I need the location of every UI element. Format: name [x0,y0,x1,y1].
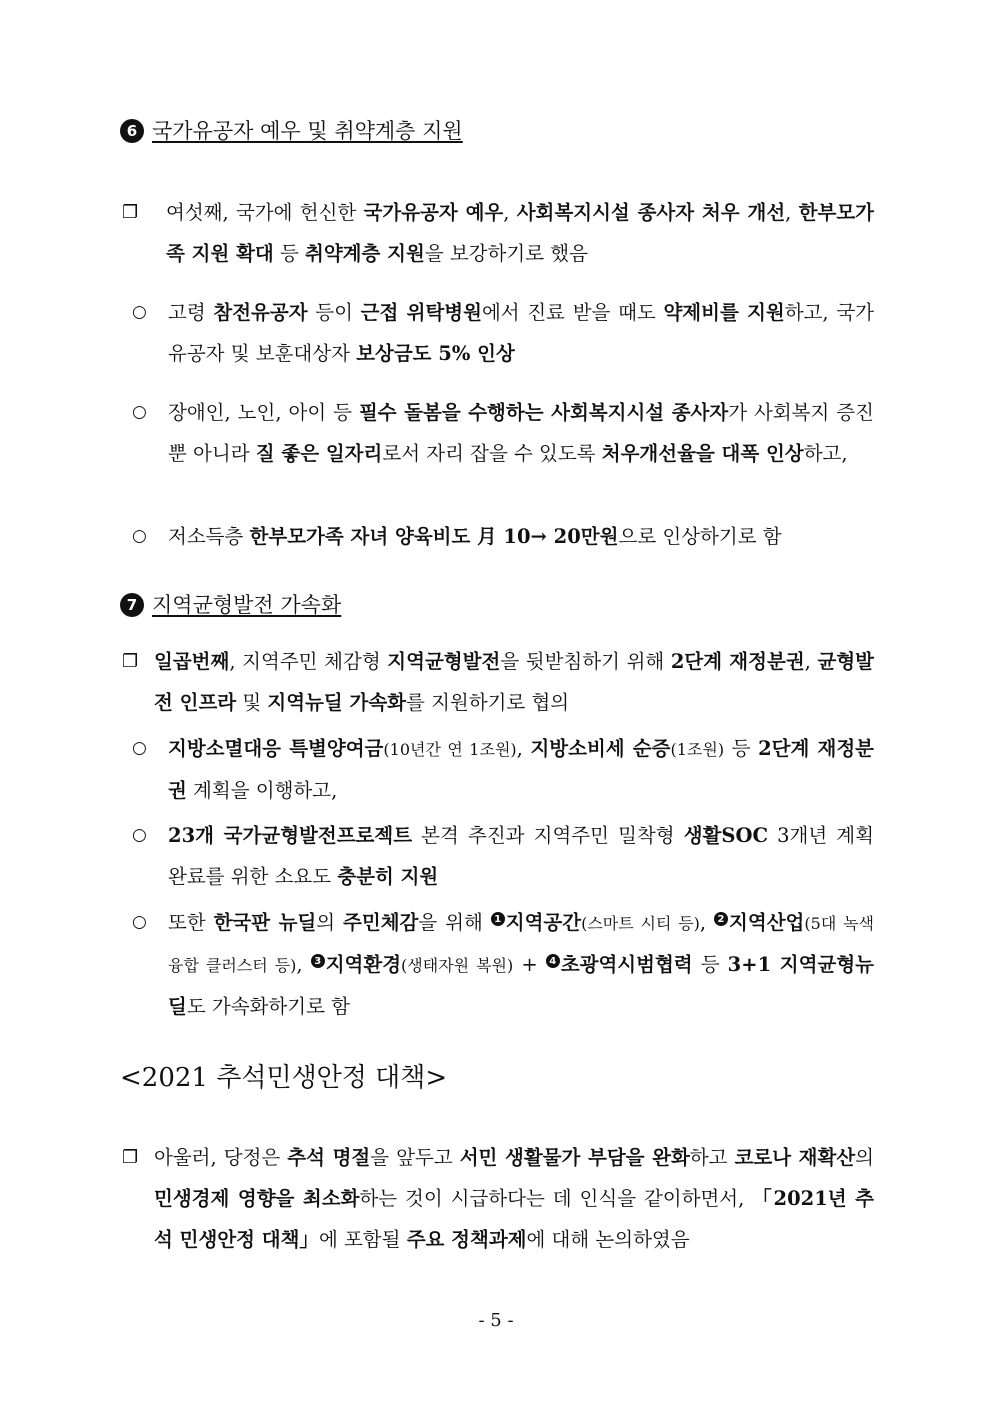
text: (5대 녹색융합 클러스터 등) [168,914,874,975]
text: + [513,953,546,976]
text: (생태자원 복원) [401,956,514,975]
section-title: 지역균형발전 가속화 [152,593,342,617]
bold-text: 3+1 지역균형뉴딜 [168,953,874,1018]
numbered-badge-icon: 3 [311,954,325,968]
box-bullet-icon: ❐ [122,1147,139,1168]
bold-text: 2단계 재정분권 [670,650,805,673]
circle-bullet-icon: ○ [132,526,147,546]
text: (10년간 연 1조원) [383,740,517,759]
bold-text: 필수 돌봄을 수행하는 사회복지시설 종사자 [358,401,729,424]
bold-text: 한부모가족 지원 확대 [166,201,874,265]
text: 등 [724,737,759,760]
section-title: 국가유공자 예우 및 취약계층 지원 [152,119,463,143]
text: 하고 [689,1146,735,1169]
text: 가 사회복지 증진뿐 아니라 [168,401,874,465]
section-number-badge: 7 [120,593,144,617]
text: 의 [855,1146,875,1169]
s7-item-3 [128,902,874,1027]
text: 장애인, 노인, 아이 등 [168,401,359,424]
bold-text: 초광역시범협력 [560,953,693,976]
s7-item-1 [128,728,874,811]
text: 여섯째, 국가에 헌신한 [166,201,364,224]
bold-text: 생활SOC [683,824,768,847]
bold-text: 지역환경 [325,953,402,976]
text: 아울러, 당정은 [154,1146,288,1169]
s6-item-1 [128,292,874,374]
bold-text: 주민체감 [343,911,419,934]
subtitle-heading: <2021 추석민생안정 대책> [120,1063,448,1093]
text: (1조원) [670,740,725,759]
bold-text: 일곱번째 [154,650,230,673]
bold-text: 보상금도 5% 인상 [356,342,515,365]
bold-text: 한국판 뉴딜 [213,911,317,934]
text: 등이 [307,301,361,324]
s6-item-2 [128,392,874,474]
section-7-heading [120,590,341,620]
text: 도 가속화하기로 함 [186,995,350,1018]
text: 로서 자리 잡을 수 있도록 [382,442,602,465]
s7-item-2 [128,815,874,897]
text: 3개년 계획 완료를 위한 소요도 [168,824,874,888]
bold-text: 2단계 재정분권 [168,737,875,802]
section-6-heading [120,116,463,146]
numbered-badge-icon: 4 [546,954,560,968]
text: 또한 [168,911,214,934]
text: 하고, [803,442,848,465]
text: 등 [273,242,305,265]
s7-item-0 [118,641,874,723]
text: 본격 추진과 지역주민 밀착형 [412,824,684,847]
bold-text: 주요 정책과제 [406,1228,527,1251]
text: , [296,953,311,976]
numbered-badge-icon: 1 [491,912,505,926]
bold-text: 서민 생활물가 부담을 완화 [459,1146,690,1169]
text: 등 [692,953,728,976]
text: 저소득층 [168,525,250,548]
text: , [699,911,715,934]
closing-paragraph [118,1137,874,1260]
text: , [785,201,799,224]
text: , [804,650,818,673]
text: 하는 것이 시급하다는 데 인식을 같이하면서, [359,1187,753,1210]
text: 을 앞두고 [370,1146,460,1169]
text: , [503,201,517,224]
section-number-badge: 6 [120,119,144,143]
bold-text: 지역공간 [505,911,582,934]
text: 에 대해 논의하였음 [526,1228,690,1251]
bold-text: 한부모가족 자녀 양육비도 月 10→ 20만원 [249,525,619,548]
numbered-badge-icon: 2 [714,912,728,926]
text: 을 위해 [418,911,491,934]
circle-bullet-icon: ○ [132,738,147,758]
bold-text: 지역산업 [729,911,805,934]
s6-item-0 [118,192,874,274]
text: (스마트 시티 등) [581,914,700,933]
box-bullet-icon: ❐ [122,202,139,223]
page-number: - 5 - [478,1310,514,1331]
bold-text: 참전유공자 [213,301,308,324]
circle-bullet-icon: ○ [132,912,147,932]
bold-text: 지역균형발전 [387,650,501,673]
text: 계획을 이행하고, [186,779,338,802]
text: , [516,737,531,760]
text: 를 지원하기로 협의 [406,691,570,714]
bold-text: 약제비를 지원 [663,301,785,324]
bold-text: 균형발전 인프라 [154,650,875,714]
bold-text: 「2021년 추석 민생안정 대책」 [154,1187,874,1251]
text: 에서 진료 받을 때도 [481,301,664,324]
box-bullet-icon: ❐ [122,651,139,672]
text: , 지역주민 체감형 [229,650,388,673]
circle-bullet-icon: ○ [132,302,147,322]
text: 을 뒷받침하기 위해 [500,650,671,673]
bold-text: 처우개선율을 대폭 인상 [601,442,804,465]
bold-text: 지방소멸대응 특별양여금 [168,737,384,760]
text: 고령 [168,301,214,324]
bold-text: 사회복지시설 종사자 처우 개선 [516,201,786,224]
bold-text: 23개 국가균형발전프로젝트 [168,824,413,847]
text: 을 보강하기로 했음 [424,242,588,265]
bold-text: 충분히 지원 [337,865,439,888]
bold-text: 국가유공자 예우 [363,201,504,224]
bold-text: 지방소비세 순증 [530,737,671,760]
circle-bullet-icon: ○ [132,825,147,845]
bold-text: 취약계층 지원 [305,242,425,265]
text: 으로 인상하기로 함 [618,525,782,548]
text: 에 포함될 [318,1228,407,1251]
text: 하고, 국가유공자 및 보훈대상자 [168,301,874,365]
text: 및 [236,691,268,714]
s6-item-3 [128,516,874,557]
bold-text: 지역뉴딜 가속화 [267,691,407,714]
bold-text: 민생경제 영향을 최소화 [154,1187,360,1210]
bold-text: 추석 명절 [287,1146,371,1169]
text: 의 [316,911,344,934]
circle-bullet-icon: ○ [132,402,147,422]
bold-text: 근접 위탁병원 [360,301,482,324]
bold-text: 질 좋은 일자리 [255,442,383,465]
bold-text: 코로나 재확산 [734,1146,856,1169]
